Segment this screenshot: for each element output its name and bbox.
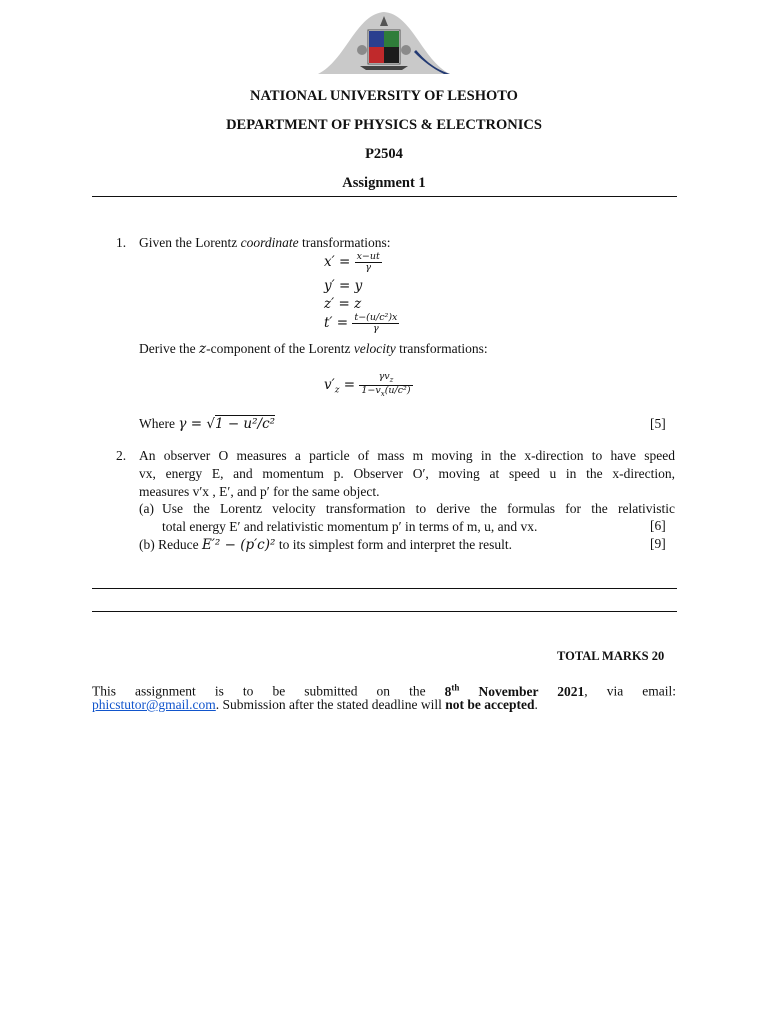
q2a-line2: total energy E′ and relativistic momentum p′ in terms of m, u, and vx. bbox=[162, 519, 538, 534]
q1-intro: Given the Lorentz coordinate transformations: bbox=[139, 235, 391, 250]
q2b-marks: [9] bbox=[650, 536, 666, 551]
q2-line2: vx, energy E, and momentum p. Observer O′, moving at speed u in the x-direction, bbox=[139, 466, 675, 481]
header-divider bbox=[92, 196, 677, 197]
q2-line3: measures v′x , E′, and p′ for the same object. bbox=[139, 484, 380, 499]
university-name: NATIONAL UNIVERSITY OF LESHOTO bbox=[250, 88, 518, 104]
q1-marks: [5] bbox=[650, 416, 666, 431]
total-marks: TOTAL MARKS 20 bbox=[557, 649, 665, 663]
eq-y-prime: y′ = y bbox=[324, 278, 363, 294]
q1-where: Where γ = √1 − u²/c² bbox=[139, 416, 276, 432]
course-code: P2504 bbox=[365, 146, 403, 162]
q2a-line1: Use the Lorentz velocity transformation to derive the formulas for the relativistic bbox=[162, 501, 675, 516]
submission-line2: phicstutor@gmail.com. Submission after the stated deadline will not be accepted. bbox=[92, 697, 538, 712]
footer-divider-bottom bbox=[92, 611, 677, 612]
department-name: DEPARTMENT OF PHYSICS & ELECTRONICS bbox=[226, 117, 542, 133]
eq-x-prime: x′ = $\frac{x-ut}{\gamma}$ bbox=[324, 251, 380, 273]
eq-velocity-z: $v'_z$ = $\frac{\gamma v_z}{1-v_x(u/c^2)}$ bbox=[324, 371, 411, 398]
q2-line1: An observer O measures a particle of mass m moving in the x-direction to have speed bbox=[139, 448, 675, 463]
eq-t-prime: t′ = $\frac{\text{t−(u/c²)x}}{\gamma}$ bbox=[324, 312, 398, 334]
q2a-label: (a) bbox=[139, 501, 154, 516]
assignment-title: Assignment 1 bbox=[342, 175, 426, 191]
q2b: (b) Reduce E′² − (p′c)² to its simplest form and interpret the result. bbox=[139, 537, 513, 553]
submission-line1: This assignment is to be submitted on the 8th November 2021, via email: bbox=[92, 682, 677, 699]
eq-z-prime: z′ = z bbox=[324, 296, 362, 312]
q2-number: 2. bbox=[116, 448, 127, 463]
university-logo bbox=[316, 10, 452, 76]
q2a-marks: [6] bbox=[650, 518, 666, 533]
q1-number: 1. bbox=[116, 235, 127, 250]
q1-derive: Derive the z-component of the Lorentz velocity transformations: bbox=[139, 341, 488, 357]
email-link[interactable]: phicstutor@gmail.com bbox=[92, 697, 216, 712]
footer-divider-top bbox=[92, 588, 677, 589]
